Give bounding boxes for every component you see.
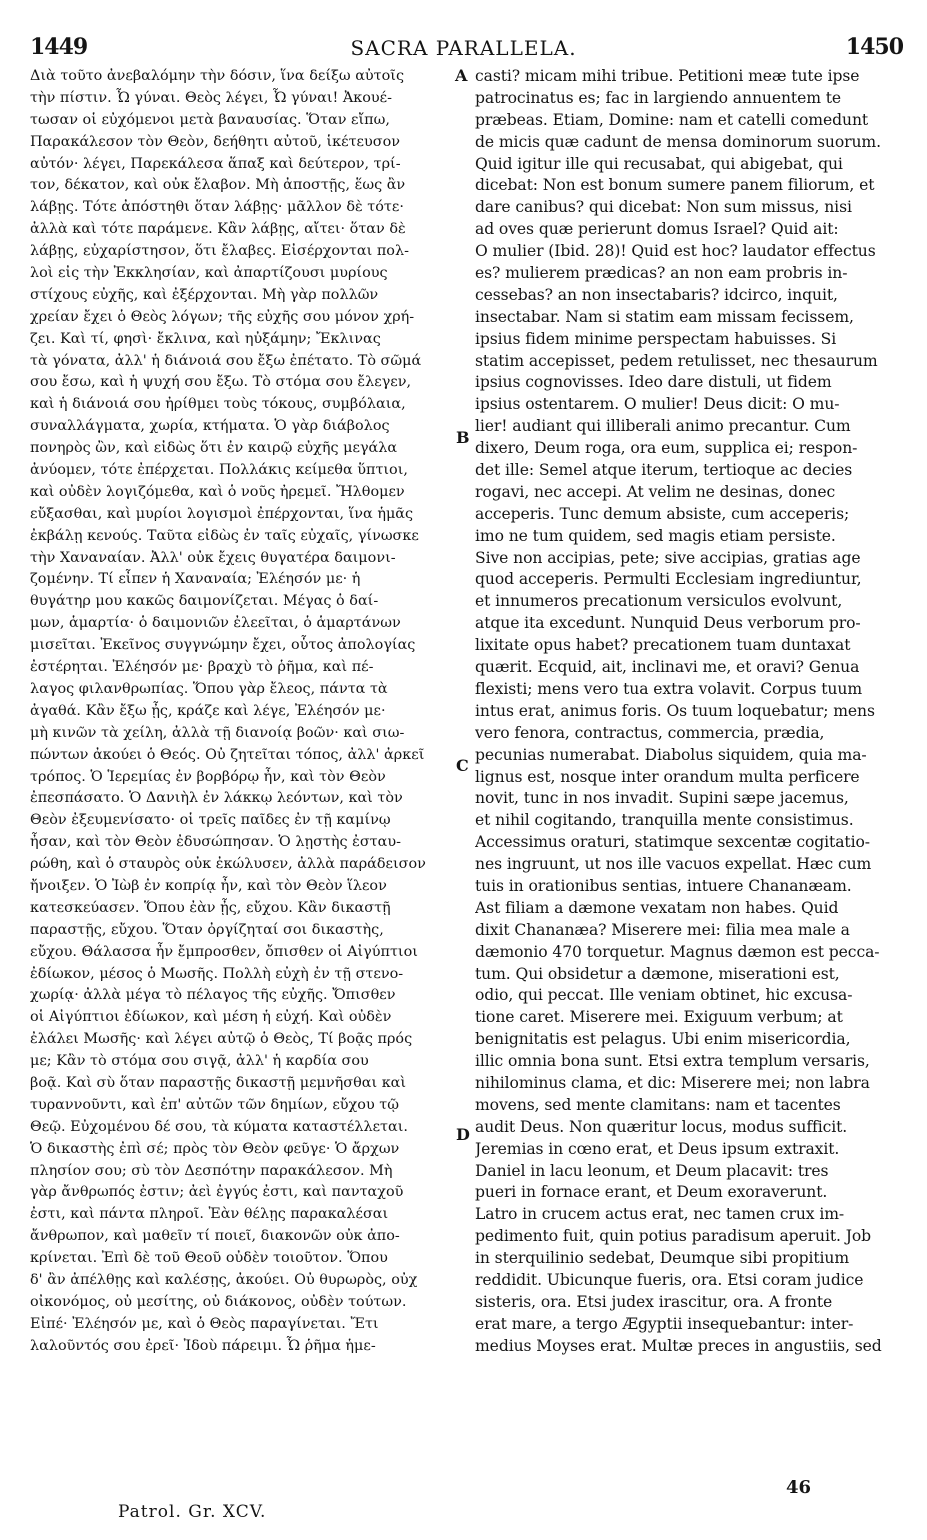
latin-text-line: atque ita excedunt. Nunquid Deus verborum pro- [475,614,861,633]
latin-text-line: es? mulierem prædicas? an non eam probris in- [475,264,848,283]
greek-text-line: εὔχου. Θάλασσα ἦν ἔμπροσθεν, ὄπισθεν οἱ Αἰγύπτιοι [30,943,418,960]
greek-text-line: Θεῷ. Εὐχομένου δέ σου, τὰ κύματα καταστέλλεται. [30,1118,408,1135]
latin-text-line: et innumeros precationum versiculos evolvunt, [475,592,843,611]
latin-text-line: Quid igitur ille qui recusabat, qui abigebat, qui [475,154,843,173]
latin-text-line: det ille: Semel atque iterum, tertioque ac decies [475,461,853,480]
latin-text-line: lixitate opus habet? precationem tuam duntaxat [475,636,851,655]
greek-text-line: ἐστέρηται. Ἐλέησόν με· βραχὺ τὸ ῥῆμα, καὶ πέ- [30,659,374,676]
greek-text-line: λάβῃς. Τότε ἀπόστηθι ὅταν λάβῃς· μᾶλλον δὲ τότε· [30,199,404,216]
greek-text-line: μὴ κινῶν τὰ χείλη, ἀλλὰ τῇ διανοίᾳ βοῶν· καὶ σιω- [30,724,405,741]
latin-text-line: tuis in orationibus sentias, intuere Chananæam. [475,876,852,895]
greek-text-line: ἐκβάλῃ κενούς. Ταῦτα εἰδὼς ἐν ταῖς εὐχαῖς, γίνωσκε [30,527,419,544]
latin-text-line: flexisti; mens vero tua extra volavit. Corpus tuum [475,679,863,698]
greek-text-line: λαγος φιλανθρωπίας. Ὅπου γὰρ ἔλεος, πάντα τὰ [30,680,388,697]
latin-text-line: dæmonio 470 torquetur. Magnus dæmon est pecca- [475,942,880,961]
greek-text-line: πλησίον σου; σὺ τὸν Δεσπότην παρακάλεσον. Μὴ [30,1162,393,1179]
greek-text-line: ἀγαθά. Κἂν ἔξω ᾖς, κράζε καὶ λέγε, Ἐλέησόν με· [30,702,386,719]
latin-text-line: ad oves quæ perierunt domus Israel? Quid ait: [475,220,839,239]
latin-text-line: sisteris, ora. Etsi judex irascitur, ora. A fronte [475,1292,833,1311]
latin-text-line: dare canibus? qui dicebat: Non sum missus, nisi [475,198,852,217]
greek-text-line: ἦσαν, καὶ τὸν Θεὸν ἐδυσώπησαν. Ὁ λῃστὴς ἐσταυ- [30,834,401,851]
latin-text-line: pueri in fornace erant, et Deum exoraverunt. [475,1183,828,1202]
latin-text-line: novit, tunc in nos invadit. Supini sæpe jacemus, [475,789,849,808]
greek-text-line: Παρακάλεσον τὸν Θεὸν, δεήθητι αὐτοῦ, ἱκέτευσον [30,133,400,150]
latin-text-line: ipsius cognovisses. Ideo dare distuli, ut fidem [475,373,832,392]
greek-text-line: τωσαν οἱ εὐχόμενοι μετὰ βαναυσίας. Ὅταν εἴπω, [30,111,390,128]
latin-text-line: Sive non accipias, pete; sive accipias, gratias age [475,548,861,567]
latin-text-line: quod acceperis. Permulti Ecclesiam ingrediuntur, [475,570,862,589]
greek-text-line: ζει. Καὶ τί, φησὶ· ἔκλινα, καὶ ηὐξάμην; Ἔκλινας [30,330,381,347]
greek-text-line: στίχους εὐχῆς, καὶ ἐξέρχονται. Μὴ γὰρ πολλῶν [30,286,379,303]
greek-text-line: τὰ γόνατα, ἀλλ' ἡ διάνοιά σου ἔξω ἐπέτατο. Τὸ σῶμά [30,352,422,369]
greek-text-line: θυγάτηρ μου κακῶς δαιμονίζεται. Μέγας ὁ δαί- [30,593,379,610]
greek-text-line: ἐλάλει Μωσῆς· καὶ λέγει αὐτῷ ὁ Θεὸς, Τί βοᾷς πρός [30,1031,413,1048]
greek-text-line: λαλοῦντός σου ἐρεῖ· Ἰδοὺ πάρειμι. Ὦ ῥῆμα ἡμε- [30,1337,376,1354]
latin-text-line: Latro in crucem actus erat, nec tamen crux im- [475,1205,845,1224]
latin-text-line: illic omnia bona sunt. Etsi extra templum versaris, [475,1052,870,1071]
greek-text-line: γὰρ ἄνθρωπός ἐστιν; ἀεὶ ἐγγύς ἐστι, καὶ πανταχοῦ [30,1184,404,1201]
greek-text-line: οἱ Αἰγύπτιοι ἐδίωκον, καὶ μέση ἡ εὐχή. Καὶ οὐδὲν [30,1009,392,1026]
section-marker-d: D [456,1125,470,1144]
latin-text-line: nihilominus clama, et dic: Miserere mei; non labra [475,1073,870,1092]
running-title: SACRA PARALLELA. [350,36,577,60]
greek-text-line: με; Κἂν τὸ στόμα σου σιγᾷ, ἀλλ' ἡ καρδία σου [30,1053,369,1070]
latin-text-line: casti? micam mihi tribue. Petitioni meæ tute ipse [475,67,860,85]
greek-text-line: δ' ἂν ἀπέλθῃς καὶ καλέσῃς, ἀκούει. Οὐ θυρωρὸς, οὐχ [30,1271,418,1288]
latin-text-line: vero fenora, contractus, commercia, prædia, [475,723,825,742]
latin-text-line: ipsius fidem minime perspectam habuisses. Si [475,329,837,348]
greek-text-line: τυραννοῦντι, καὶ ἐπ' αὐτῶν τῶν δημίων, εὔχου τῷ [30,1096,399,1113]
section-marker-c: C [456,756,469,775]
latin-column [475,66,895,1358]
greek-column [30,66,452,1358]
greek-text-line: τρόπος. Ὁ Ἱερεμίας ἐν βορβόρῳ ἦν, καὶ τὸν Θεὸν [30,768,386,785]
latin-text-line: lignus est, nosque inter orandum multa perficere [475,767,860,786]
latin-text-line: patrocinatus es; fac in largiendo annuentem te [475,88,842,107]
greek-text-line: κατεσκεύασεν. Ὅπου ἐὰν ᾖς, εὔχου. Κἂν δικαστῇ [30,899,391,916]
greek-text-line: χωρίᾳ· ἀλλὰ μέγα τὸ πέλαγος τῆς εὐχῆς. Ὄπισθεν [30,987,396,1004]
greek-text-line: λοὶ εἰς τὴν Ἐκκλησίαν, καὶ ἀπαρτίζουσι μυρίους [30,265,388,282]
page-number-right: 1450 [845,34,903,60]
latin-text-line: dixero, Deum roga, ora eum, supplica ei; respon- [475,439,858,458]
greek-text-line: ἀλλὰ καὶ τότε παράμενε. Κἂν λάβῃς, αἴτει· ὅταν δὲ [30,221,406,238]
latin-text-line: præbeas. Etiam, Domine: nam et catelli comedunt [475,110,869,129]
page-number-left: 1449 [30,34,88,60]
latin-text-line: Accessimus oraturi, statimque sexcentæ cogitatio- [475,833,870,852]
latin-text-line: odio, qui peccat. Ille veniam obtinet, hic excusa- [475,986,853,1005]
greek-text-line: εὔξασθαι, καὶ μυρίοι λογισμοὶ ἐπέρχονται, ἵνα ἡμᾶς [30,505,414,522]
latin-text-line: reddidit. Ubicunque fueris, ora. Etsi coram judice [475,1270,864,1289]
latin-text-line: cessebas? an non insectabaris? idcirco, inquit, [475,285,838,304]
latin-text-line: O mulier (Ibid. 28)! Quid est hoc? laudator effectus [475,242,876,261]
greek-text-line: ἄνθρωπον, καὶ μαθεῖν τί ποιεῖ, διακονῶν οὐκ ἀπο- [30,1228,400,1245]
latin-text-line: dixit Chananæa? Miserere mei: filia mea male a [475,920,850,939]
greek-text-line: σου ἔσω, καὶ ἡ ψυχή σου ἔξω. Τὸ στόμα σου ἔλεγεν, [30,374,412,391]
greek-text-line: τὴν Χαναναίαν. Ἀλλ' οὐκ ἔχεις θυγατέρα δαιμονι- [30,549,396,566]
latin-text-line: benignitatis est pelagus. Ubi enim misericordia, [475,1030,851,1049]
latin-text-line: medius Moyses erat. Multæ preces in angustiis, sed [475,1336,882,1355]
latin-text-line: de micis quæ cadunt de mensa dominorum suorum. [475,132,881,151]
greek-text-line: αὐτόν· λέγει, Παρεκάλεσα ἅπαξ καὶ δεύτερον, τρί- [30,155,401,172]
latin-text-line: lier! audiant qui illiberali animo precantur. Cum [475,417,851,436]
latin-text-line: statim accepisset, pedem retulisset, nec thesaurum [475,351,878,370]
greek-text-line: καὶ ἡ διάνοιά σου ἠρίθμει τοὺς τόκους, συμβόλαια, [30,396,406,413]
footer-signature: 46 [786,1477,812,1498]
latin-text-line: audit Deus. Non quæritur locus, modus sufficit. [475,1117,848,1136]
greek-text-line: Θεὸν ἐξευμενίσατο· οἱ τρεῖς παῖδες ἐν τῇ καμίνῳ [30,812,391,829]
greek-text-line: καὶ οὐδὲν λογιζόμεθα, καὶ ὁ νοῦς ἠρεμεῖ. Ἤλθομεν [30,483,405,500]
greek-text-line: ἐστι, καὶ πάντα πληροῖ. Ἐὰν θέλῃς παρακαλέσαι [30,1206,389,1223]
greek-text-line: χρείαν ἔχει ὁ Θεὸς λόγων; τῆς εὐχῆς σου μόνον χρή- [30,308,415,325]
greek-text-line: ἐπεσπάσατο. Ὁ Δανιὴλ ἐν λάκκῳ λεόντων, καὶ τὸν [30,790,403,807]
greek-text-line: συναλλάγματα, χωρία, κτήματα. Ὁ γὰρ διάβολος [30,418,390,435]
greek-text-line: ἐδίωκον, μέσος ὁ Μωσῆς. Πολλὴ εὐχὴ ἐν τῇ στενο- [30,965,404,982]
greek-text-line: μων, ἁμαρτία· ὁ δαιμονιῶν ἐλεεῖται, ὁ ἁμαρτάνων [30,615,401,632]
latin-text-line: dicebat: Non est bonum sumere panem filiorum, et [475,176,875,195]
greek-text-line: τὴν πίστιν. Ὦ γύναι. Θεὸς λέγει, Ὦ γύναι! Ἀκουέ- [30,89,392,106]
greek-text-line: παραστῇς, εὔχου. Ὅταν ὀργίζηταί σοι δικαστὴς, [30,921,384,938]
latin-text-line: movens, sed mente clamitans: nam et tacentes [475,1095,841,1114]
latin-text-line: tione caret. Miserere mei. Exiguum verbum; at [475,1008,843,1027]
greek-text-line: Διὰ τοῦτο ἀνεβαλόμην τὴν δόσιν, ἵνα δείξω αὐτοῖς [30,68,405,84]
latin-text-line: et nihil cogitando, tranquilla mente consistimus. [475,811,854,830]
latin-text-line: imo ne tum quidem, sed magis etiam persiste. [475,526,836,545]
greek-text-line: ἀνύομεν, τότε ἐπέρχεται. Πολλάκις κείμεθα ὕπτιοι, [30,462,408,479]
latin-text-line: tum. Qui obsidetur a dæmone, miserationi est, [475,964,840,983]
latin-text-line: in sterquilinio sedebat, Deumque sibi propitium [475,1249,850,1268]
greek-text-line: ρώθη, καὶ ὁ σταυρὸς οὐκ ἐκώλυσεν, ἀλλὰ παράδεισον [30,856,426,873]
section-marker-b: B [456,428,470,447]
greek-text-line: ἤνοιξεν. Ὁ Ἰὼβ ἐν κοπρίᾳ ἦν, καὶ τὸν Θεὸν ἵλεον [30,877,387,894]
latin-text-line: rogavi, nec accepi. At velim ne desinas, donec [475,482,836,501]
latin-text-line: pecunias numerabat. Diabolus siquidem, quia ma- [475,745,867,764]
latin-text-line: Daniel in lacu leonum, et Deum placavit: tres [475,1161,829,1180]
greek-text-line: πώντων ἀκούει ὁ Θεός. Οὐ ζητεῖται τόπος, ἀλλ' ἀρκεῖ [30,746,425,763]
greek-text-line: ζομένην. Τί εἶπεν ἡ Χαναναία; Ἐλέησόν με· ἡ [30,571,361,588]
greek-text-line: πονηρὸς ὢν, καὶ εἰδὼς ὅτι ἐν καιρῷ εὐχῆς μεγάλα [30,440,398,457]
greek-text-line: Ὁ δικαστὴς ἐπὶ σέ; πρὸς τὸν Θεὸν φεῦγε· Ὁ ἄρχων [30,1140,400,1157]
latin-text-line: ipsius ostentarem. O mulier! Deus dicit: O mu- [475,395,840,414]
page-header [0,34,927,64]
greek-text-line: βοᾷ. Καὶ σὺ ὅταν παραστῇς δικαστῇ μεμνῆσθαι καὶ [30,1074,407,1091]
latin-text-line: acceperis. Tunc demum absiste, cum acceperis; [475,504,850,523]
greek-text-line: κρίνεται. Ἐπὶ δὲ τοῦ Θεοῦ οὐδὲν τοιοῦτον. Ὅπου [30,1250,388,1267]
latin-text-line: Ast filiam a dæmone vexatam non habes. Quid [475,898,839,917]
greek-text-line: λάβῃς, εὐχαρίστησον, ὅτι ἔλαβες. Εἰσέρχονται πολ- [30,243,409,260]
footer-volume: Patrol. Gr. XCV. [118,1502,267,1522]
latin-text-line: Jeremias in cœno erat, et Deus ipsum extraxit. [475,1139,840,1158]
greek-text-line: Εἰπέ· Ἐλέησόν με, καὶ ὁ Θεὸς παραγίνεται. Ἔτι [30,1315,379,1332]
latin-text-line: erat mare, a tergo Ægyptii insequebantur: inter- [475,1314,854,1333]
latin-text-line: nes ingruunt, ut nos ille vacuos expellat. Hæc cum [475,855,872,874]
latin-text-line: insectabar. Nam si statim eam missam fecissem, [475,307,854,326]
latin-text-line: pedimento fuit, quin potius paradisum aperuit. Job [475,1227,872,1246]
latin-text-line: intus erat, animus foris. Os tuum loquebatur; mens [475,701,875,720]
greek-text-line: οἰκονόμος, οὐ μεσίτης, οὐ διάκονος, οὐδὲν τούτων. [30,1293,407,1310]
section-marker-a: A [455,66,468,85]
latin-text-line: quærit. Ecquid, ait, inclinavi me, et oravi? Genua [475,658,860,677]
greek-text-line: τον, δέκατον, καὶ οὐκ ἔλαβον. Μὴ ἀποστῇς, ἕως ἂν [30,177,406,194]
greek-text-line: μισεῖται. Ἐκεῖνος συγγνώμην ἔχει, οὗτος ἀπολογίας [30,637,416,654]
